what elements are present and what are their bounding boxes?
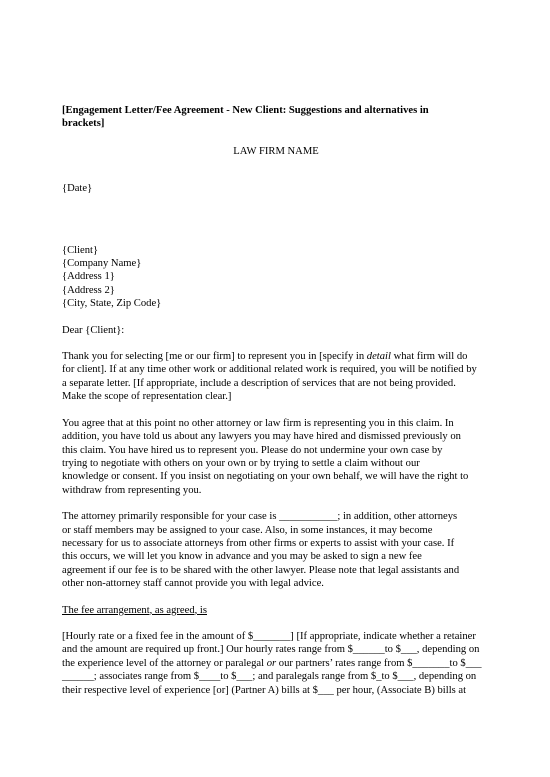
paragraph-exclusive-representation: You agree that at this point no other attorney or law firm is representing you in this claim. In addition, you have told us about any lawyers you may have hired and dismissed previously on this claim. You have hired us to represent you. Please do not undermine your own case by trying to negotiate with others on your own or by trying to settle a claim without our knowledge or consent. If you insist on negotiating on your own behalf, we will have the right to withdraw from representing you. — [62, 417, 469, 496]
date-placeholder: {Date} — [62, 183, 93, 195]
document-body — [62, 104, 490, 697]
address-line-1: {Address 1} — [62, 271, 115, 283]
salutation: Dear {Client}: — [62, 324, 125, 336]
client-address-block — [62, 244, 490, 311]
paragraph-fee-rates — [62, 630, 490, 697]
paragraph-1-text-start: Thank you for selecting [me or our firm] to represent you in [specify in — [62, 351, 367, 363]
address-line-2: {Address 2} — [62, 284, 115, 296]
address-line-client: {Client} — [62, 244, 99, 256]
paragraph-1-emphasis: detail — [366, 351, 391, 363]
document-heading: [Engagement Letter/Fee Agreement - New Client: Suggestions and alternatives in brackets] — [62, 105, 429, 130]
address-line-company: {Company Name} — [62, 258, 142, 270]
paragraph-4-text-start: [Hourly rate or a fixed fee in the amount of $_______] [If appropriate, indicate whether a retainer and the amount are required up front.] Our hourly rates range from $______to $___, depending on the experience level of the attorney or paralegal — [62, 630, 480, 669]
paragraph-responsible-attorney: The attorney primarily responsible for your case is ___________; in addition, other attorneys or staff members may be assigned to your case. Also, in some instances, it may become necessary for us to associate attorneys from other firms or experts to assist with your case. If this occurs, we will let you know in advance and you may be asked to sign a new fee agreement if our fee is to be shared with the other lawyer. Please note that legal assistants and other non-attorney staff cannot provide you with legal advice. — [62, 511, 460, 590]
law-firm-name: LAW FIRM NAME — [233, 145, 319, 157]
paragraph-4-text-end: our partners’ rates range from $_______to $___ ______; associates range from $____to $___; and paralegals range from $_to $___, depending on their respective level of experience [or] (Partner A) bills at $___ per hour, (Associate B) bills at — [62, 657, 482, 696]
fee-arrangement-heading: The fee arrangement, as agreed, is — [62, 604, 207, 616]
paragraph-1-text-end: what firm will do for client]. If at any time other work or additional related work is required, you will be notified by a separate letter. [If appropriate, include a description of services that are not being provided. Make the scope of representation clear.] — [62, 351, 477, 403]
paragraph-4-emphasis: or — [266, 657, 277, 669]
address-line-city-state-zip: {City, State, Zip Code} — [62, 298, 162, 310]
paragraph-scope-of-representation — [62, 350, 490, 404]
